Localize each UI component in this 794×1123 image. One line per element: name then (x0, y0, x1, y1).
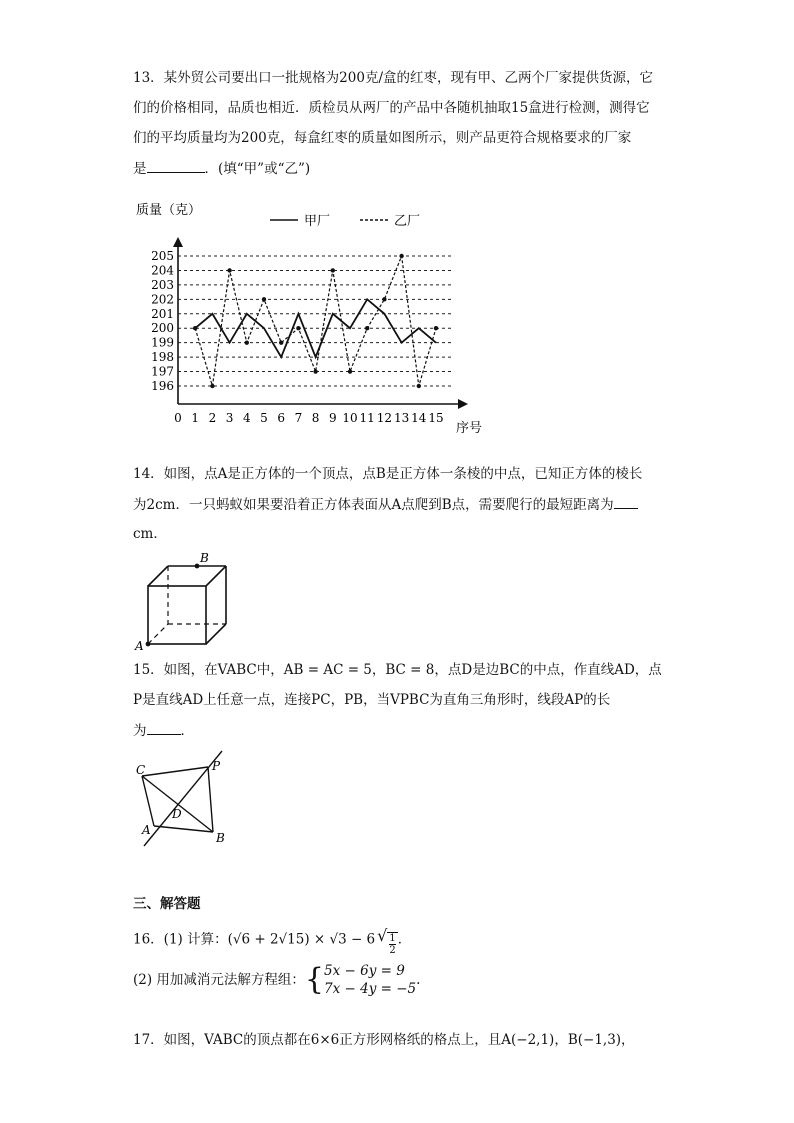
series-2-point-8 (313, 369, 317, 373)
q15-line-1: 15．如图，在VABC中，AB = AC = 5，BC = 8，点D是边BC的中点，作直线AD，点 (133, 662, 662, 678)
series-2-point-10 (348, 369, 352, 373)
side-AB (154, 826, 213, 832)
fraction-numerator: 1 (389, 933, 396, 944)
x-tick-9: 9 (328, 411, 337, 425)
q16-expression: (√6 + 2√15) × √3 − 6 (227, 931, 376, 948)
x-tick-2: 2 (208, 411, 217, 425)
y-tick-205: 205 (151, 249, 174, 263)
series-2-point-5 (262, 297, 266, 301)
series-2-point-14 (417, 384, 421, 388)
label-B: B (216, 831, 225, 845)
label-A: A (142, 823, 151, 837)
series-2-point-4 (245, 340, 249, 344)
q14-line-2-text: 为2cm．一只蚂蚁如果要沿着正方体表面从A点爬到B点，需要爬行的最短距离为 (133, 497, 614, 513)
q15-line-3 (133, 720, 194, 741)
cube-figure (132, 552, 242, 652)
triangle-figure (132, 748, 242, 858)
series-2-point-12 (382, 297, 386, 301)
x-tick-8: 8 (311, 411, 320, 425)
label-D: D (172, 807, 182, 821)
q15-line-2: P是直线AD上任意一点，连接PC，PB，当VPBC为直角三角形时，线段AP的长 (133, 692, 611, 708)
label-B: B (200, 552, 209, 565)
cube-hidden-diagonal (148, 624, 168, 644)
x-tick-15: 15 (428, 411, 444, 425)
chart-series (193, 254, 438, 388)
q13-answer-prefix: 是 (133, 161, 147, 177)
series-2-point-2 (210, 384, 214, 388)
x-tick-14: 14 (411, 411, 427, 425)
x-tick-12: 12 (376, 411, 393, 425)
series-2-point-3 (227, 268, 231, 272)
legend-label-2: 乙厂 (394, 214, 421, 229)
quality-line-chart (128, 196, 488, 436)
y-tick-197: 197 (151, 364, 174, 379)
sqrt-fraction: √ $\frac{1}{2}$ (377, 926, 396, 956)
q15-answer-prefix: 为 (133, 723, 147, 739)
y-tick-198: 198 (151, 350, 174, 365)
x-tick-5: 5 (260, 411, 268, 425)
y-tick-201: 201 (151, 306, 174, 321)
x-tick-10: 10 (342, 411, 358, 425)
y-axis-title (136, 202, 201, 218)
equation-1: 5x − 6y = 9 (324, 963, 405, 979)
cube-top-right-edge (206, 566, 226, 586)
x-tick-11: 11 (359, 411, 375, 425)
x-tick-0: 0 (174, 411, 182, 425)
series-line-1 (195, 299, 436, 357)
x-axis-label: 序号 (456, 421, 483, 436)
section-title: 三、解答题 (133, 896, 201, 912)
y-tick-204: 204 (151, 263, 174, 278)
x-tick-13: 13 (393, 411, 410, 425)
y-tick-196: 196 (151, 379, 174, 393)
label-P: P (212, 759, 221, 773)
chart-grid (178, 256, 453, 386)
q14-line-2 (133, 494, 638, 515)
fraction-denominator: 2 (389, 945, 396, 956)
y-axis-label: 质量（克） (136, 203, 202, 218)
x-tick-4: 4 (242, 411, 251, 425)
y-tick-202: 202 (151, 292, 174, 307)
chart-legend (270, 214, 420, 229)
q16-part-1-prefix: 16．(1) 计算： (133, 931, 228, 948)
q13-line-1: 13．某外贸公司要出口一批规格为200克/盒的红枣，现有甲、乙两个厂家提供货源，它 (133, 70, 653, 86)
q15-answer-suffix: ． (180, 723, 194, 739)
x-tick-7: 7 (294, 411, 303, 425)
q14-line-1: 14．如图，点A是正方体的一个顶点，点B是正方体一条棱的中点，已知正方体的棱长 (133, 466, 643, 482)
cube-bottom-right-edge (206, 624, 226, 644)
cube-top-left-edge (148, 566, 168, 586)
x-tick-1: 1 (191, 411, 200, 425)
segment-PB (208, 767, 213, 832)
equation-2: 7x − 4y = −5 (324, 981, 417, 997)
q17-line-1: 17．如图，VABC的顶点都在6×6正方形网格纸的格点上，且A(−2,1)，B(−1,3)， (133, 1032, 635, 1048)
q16-part-2-prefix: (2) 用加减消元法解方程组： (133, 972, 305, 988)
equation-brace: { (304, 962, 325, 997)
legend-label-1: 甲厂 (304, 214, 331, 229)
q15-answer-blank (147, 720, 181, 735)
y-tick-199: 199 (151, 335, 174, 350)
y-tick-203: 203 (151, 277, 174, 292)
q13-line-3: 们的平均质量均为200克，每盒红枣的质量如图所示，则产品更符合规格要求的厂家 (133, 130, 632, 146)
x-tick-3: 3 (225, 411, 234, 425)
q13-line-4 (133, 158, 310, 179)
x-tick-labels (174, 411, 443, 425)
series-line-2 (195, 256, 436, 386)
segment-PC (142, 767, 208, 776)
q14-answer-blank (614, 494, 638, 509)
q14-line-3: cm． (133, 526, 167, 542)
series-2-point-7 (296, 326, 300, 330)
y-axis-arrow (173, 237, 183, 247)
q13-answer-suffix: ．(填“甲”或“乙”) (204, 161, 311, 177)
y-tick-200: 200 (151, 321, 174, 336)
point-B (195, 564, 200, 569)
x-axis-arrow (458, 399, 468, 409)
label-A: A (135, 639, 144, 652)
y-tick-labels (151, 249, 174, 393)
series-2-point-9 (331, 268, 335, 272)
q16-part-1: 16．(1) 计算：(√6 + 2√15) × √3 − 6 √ $\frac{1}{2}$ ． (133, 926, 412, 956)
series-2-point-13 (399, 254, 403, 258)
series-2-point-15 (434, 326, 438, 330)
series-2-point-6 (279, 340, 283, 344)
equation-system (324, 962, 416, 998)
q16-part-2 (133, 962, 420, 998)
equation-end: . (416, 972, 421, 988)
q13-answer-blank (147, 158, 205, 173)
series-2-point-1 (193, 326, 197, 330)
label-C: C (136, 763, 146, 777)
q13-line-2: 们的价格相同，品质也相近．质检员从两厂的产品中各随机抽取15盒进行检测，测得它 (133, 100, 650, 116)
x-tick-6: 6 (277, 411, 286, 425)
point-A (146, 642, 151, 647)
side-CB (142, 776, 213, 832)
series-2-point-11 (365, 326, 369, 330)
